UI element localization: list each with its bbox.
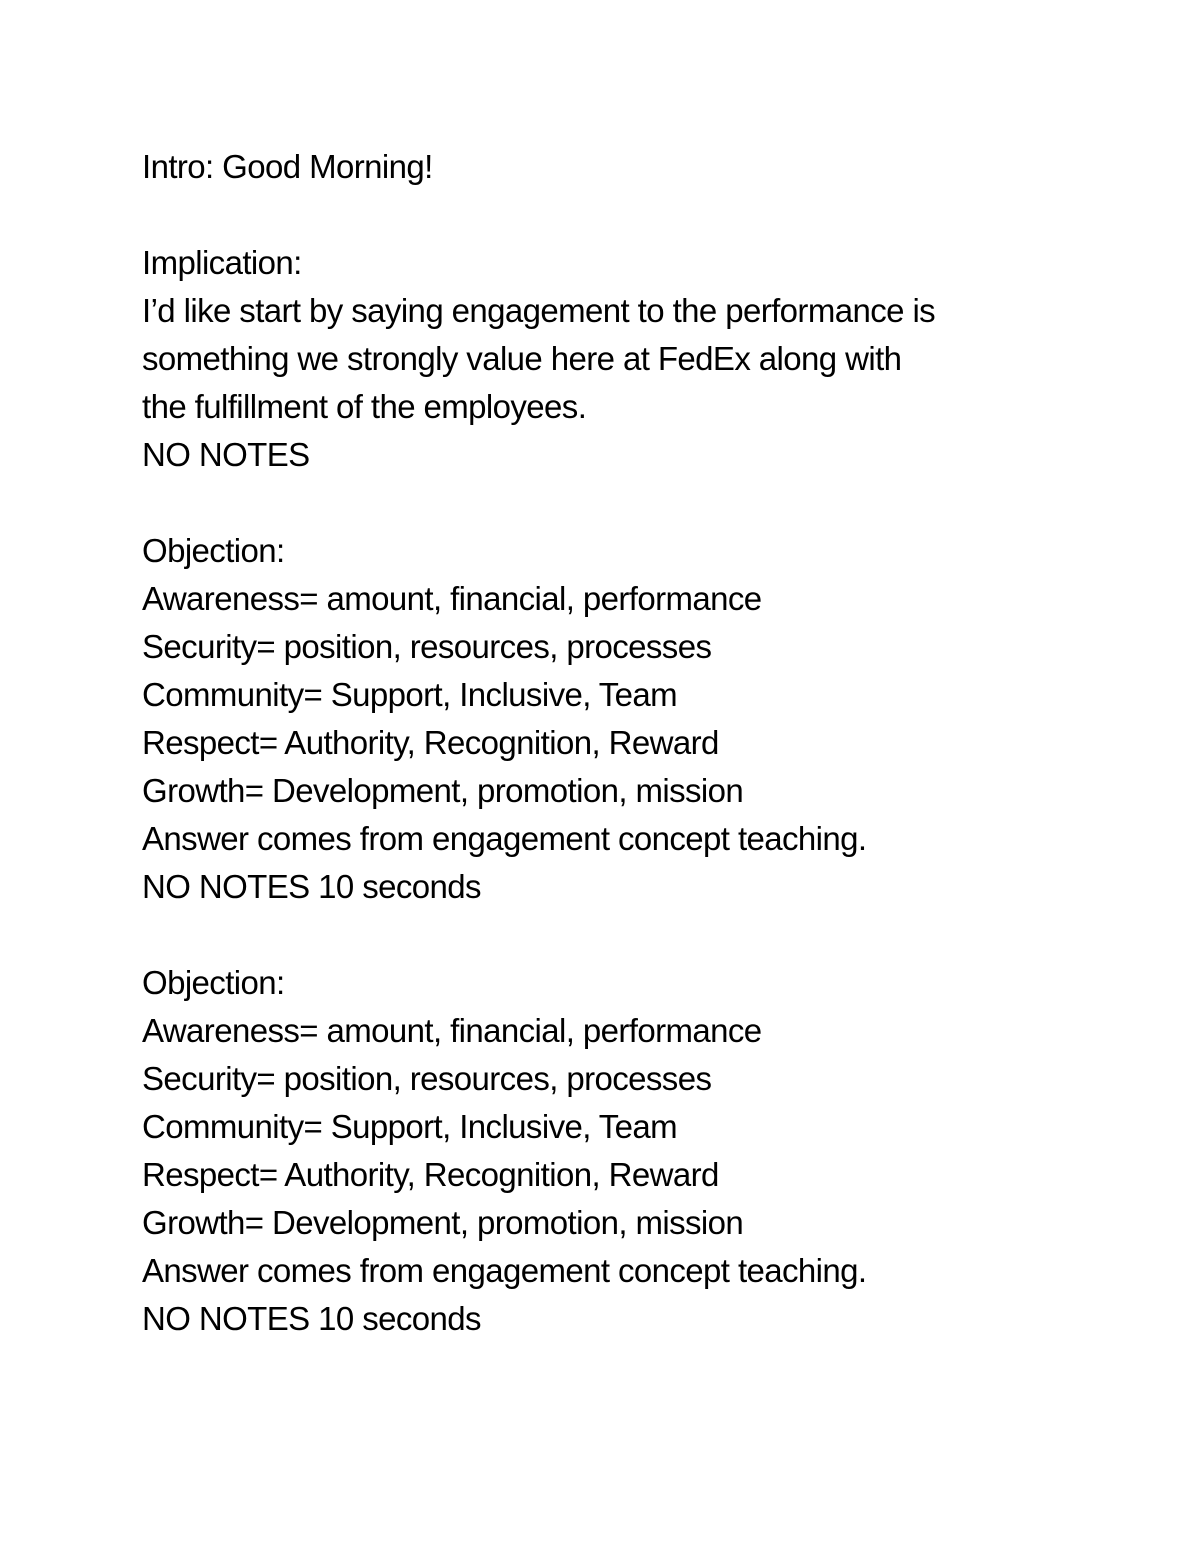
implication-line: NO NOTES xyxy=(142,436,310,473)
objection-section-2 xyxy=(142,959,1102,1343)
objection-line: Answer comes from engagement concept teaching. xyxy=(142,820,867,857)
objection-line: Security= position, resources, processes xyxy=(142,1060,712,1097)
spacer xyxy=(142,911,1102,959)
objection-line: NO NOTES 10 seconds xyxy=(142,868,481,905)
intro-line: Intro: Good Morning! xyxy=(142,148,433,185)
implication-line: something we strongly value here at FedEx along with xyxy=(142,340,902,377)
implication-line: I’d like start by saying engagement to the performance is xyxy=(142,292,936,329)
objection-line: Awareness= amount, financial, performance xyxy=(142,1012,762,1049)
objection-section-1 xyxy=(142,527,1102,911)
objection-line: Respect= Authority, Recognition, Reward xyxy=(142,1156,719,1193)
objection-line: Growth= Development, promotion, mission xyxy=(142,772,744,809)
spacer xyxy=(142,479,1102,527)
document-body xyxy=(142,143,1102,1343)
objection-line: Awareness= amount, financial, performance xyxy=(142,580,762,617)
implication-heading: Implication: xyxy=(142,244,302,281)
spacer xyxy=(142,191,1102,239)
objection-heading: Objection: xyxy=(142,964,285,1001)
objection-line: Community= Support, Inclusive, Team xyxy=(142,1108,678,1145)
objection-heading: Objection: xyxy=(142,532,285,569)
objection-line: Answer comes from engagement concept teaching. xyxy=(142,1252,867,1289)
implication-line: the fulfillment of the employees. xyxy=(142,388,587,425)
objection-line: Community= Support, Inclusive, Team xyxy=(142,676,678,713)
objection-line: Security= position, resources, processes xyxy=(142,628,712,665)
objection-line: NO NOTES 10 seconds xyxy=(142,1300,481,1337)
objection-line: Respect= Authority, Recognition, Reward xyxy=(142,724,719,761)
objection-line: Growth= Development, promotion, mission xyxy=(142,1204,744,1241)
implication-section xyxy=(142,239,1102,479)
